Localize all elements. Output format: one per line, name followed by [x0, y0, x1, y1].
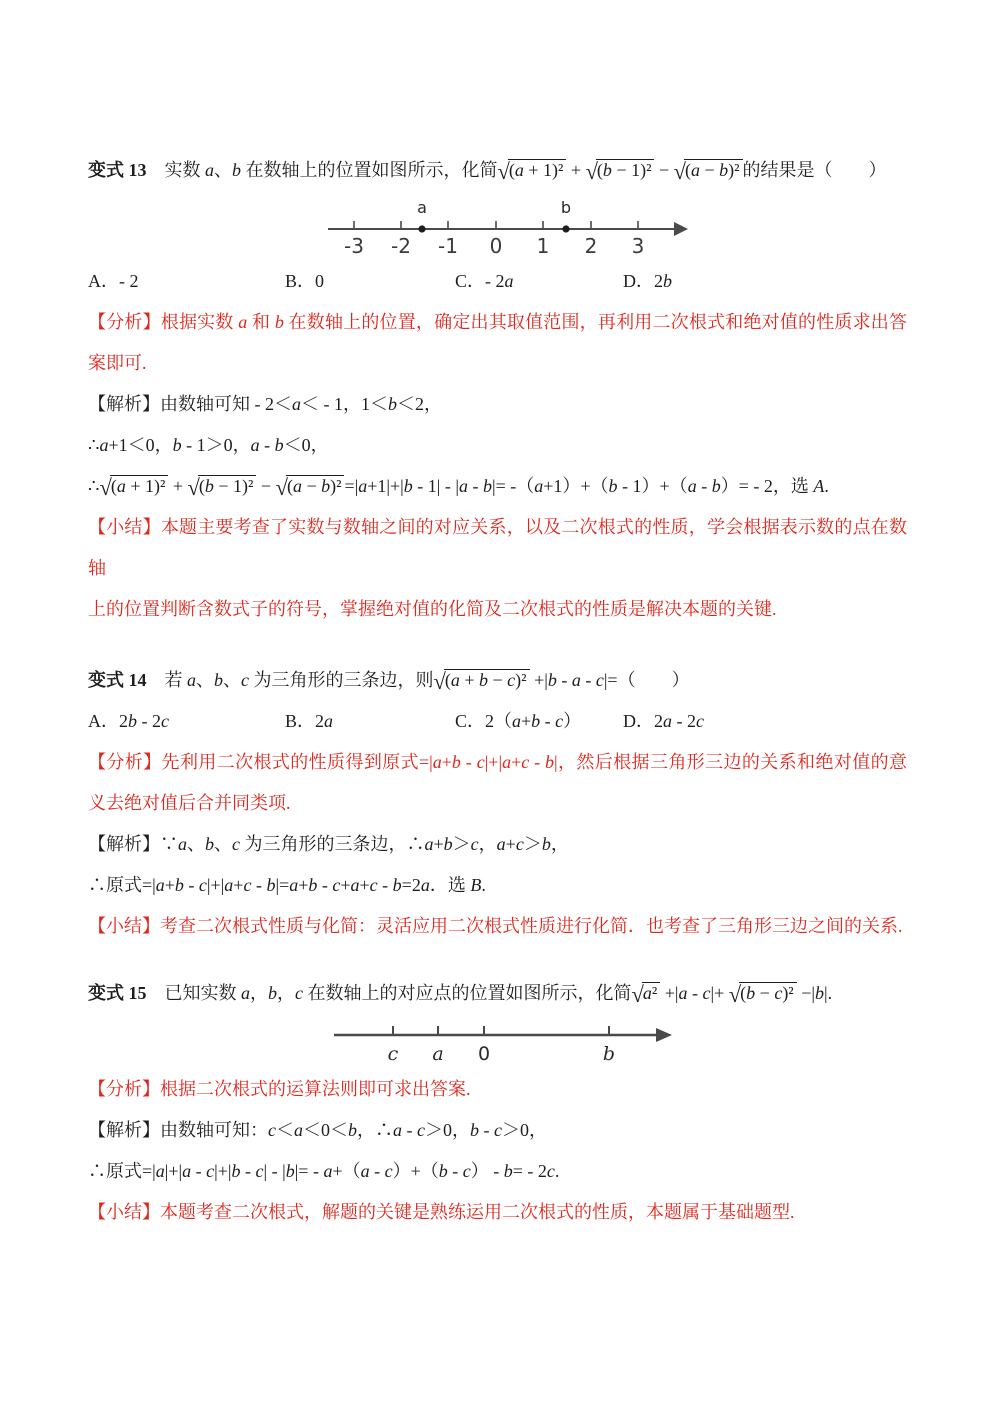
number-line-figure-15: [332, 1017, 676, 1069]
tick-label: 0: [489, 234, 503, 258]
point-b-label: b: [560, 198, 572, 217]
problem-variant-15: [88, 973, 907, 1233]
q14-question: 变式 14 若 a、b、c 为三角形的三条边，则√(a + b − c)² +|b - a - c|=（ ）: [88, 669, 690, 694]
q13-solution-line-1: 【解析】由数轴可知 - 2＜a＜ - 1，1＜b＜2，: [88, 394, 442, 414]
q13-question: 变式 13 实数 a、b 在数轴上的位置如图所示，化简√(a + 1)² + √(b − 1)² − √(a − b)² 的结果是（ ）: [88, 159, 887, 184]
tick-label: 3: [631, 234, 645, 258]
tick-label: -3: [344, 234, 364, 258]
q13-solution-line-3: ∴√(a + 1)² + √(b − 1)² − √(a − b)² =|a+1|+|b - 1| - |a - b|= -（a+1）+（b - 1）+（a - b）= - 2，选 A.: [88, 475, 829, 500]
q13-solution-line-2: ∴a+1＜0，b - 1＞0，a - b＜0，: [88, 435, 329, 455]
number-line-15-svg: [332, 1017, 676, 1069]
axis-arrowhead: [674, 222, 688, 236]
q13-analysis: 【分析】根据实数 a 和 b 在数轴上的位置，确定出其取值范围，再利用二次根式和绝对值的性质求出答案即可.: [88, 312, 908, 373]
tick-label-a: a: [432, 1043, 444, 1065]
tick-label-zero: 0: [477, 1043, 491, 1065]
tick-label: -1: [438, 234, 458, 258]
q15-analysis: 【分析】根据二次根式的运算法则即可求出答案.: [88, 1079, 471, 1099]
tick-label-b: b: [602, 1043, 616, 1065]
q13-summary-line-2: 上的位置判断含数式子的符号，掌握绝对值的化简及二次根式的性质是解决本题的关键.: [88, 599, 777, 619]
q14-option-d: D．2a - 2c: [623, 711, 704, 731]
problem-variant-14: [88, 660, 907, 947]
q13-option-c: C．- 2a: [455, 271, 514, 291]
q14-solution-line-1: 【解析】∵a、b、c 为三角形的三条边，∴a+b＞c，a+c＞b，: [88, 834, 569, 854]
q15-question: 变式 15 已知实数 a，b，c 在数轴上的对应点的位置如图所示，化简√a² +|a - c|+ √(b − c)² −|b|.: [88, 982, 833, 1007]
q13-option-b: B．0: [285, 271, 325, 291]
q14-analysis: 【分析】先利用二次根式的性质得到原式=|a+b - c|+|a+c - b|，然后根据三角形三边的关系和绝对值的意义去绝对值后合并同类项.: [88, 752, 907, 813]
tick-label: 2: [584, 234, 598, 258]
point-b-dot: [562, 225, 569, 232]
q13-options: [88, 261, 907, 302]
axis-arrowhead: [656, 1028, 672, 1042]
q13-summary-line-1: 【小结】本题主要考查了实数与数轴之间的对应关系，以及二次根式的性质，学会根据表示数的点在数轴: [88, 517, 907, 578]
tick-label: -2: [391, 234, 411, 258]
q14-summary: 【小结】考查二次根式性质与化简：灵活应用二次根式性质进行化简．也考查了三角形三边之间的关系.: [88, 916, 903, 936]
q13-option-d: D．2b: [623, 271, 672, 291]
q14-solution-line-2: ∴原式=|a+b - c|+|a+c - b|=a+b - c+a+c - b=2a．选 B.: [88, 875, 486, 895]
tick-label: 1: [536, 234, 550, 258]
number-line-13-svg: [326, 197, 694, 261]
q14-options: [88, 701, 907, 742]
problem-variant-13: [88, 150, 907, 630]
tick-label-c: c: [387, 1043, 399, 1065]
point-a-dot: [418, 225, 425, 232]
q15-summary: 【小结】本题考查二次根式，解题的关键是熟练运用二次根式的性质，本题属于基础题型.: [88, 1202, 795, 1222]
q13-option-a: A．- 2: [88, 271, 139, 291]
q14-option-b: B．2a: [285, 711, 334, 731]
q15-solution-line-2: ∴原式=|a|+|a - c|+|b - c| - |b|= - a+（a - c）+（b - c） - b= - 2c.: [88, 1161, 560, 1181]
point-a-label: a: [417, 198, 427, 217]
q14-option-a: A．2b - 2c: [88, 711, 169, 731]
number-line-figure-13: [326, 197, 694, 261]
q14-option-c: C．2（a+b - c）: [455, 711, 582, 731]
q15-solution-line-1: 【解析】由数轴可知：c＜a＜0＜b，∴a - c＞0，b - c＞0，: [88, 1120, 547, 1140]
